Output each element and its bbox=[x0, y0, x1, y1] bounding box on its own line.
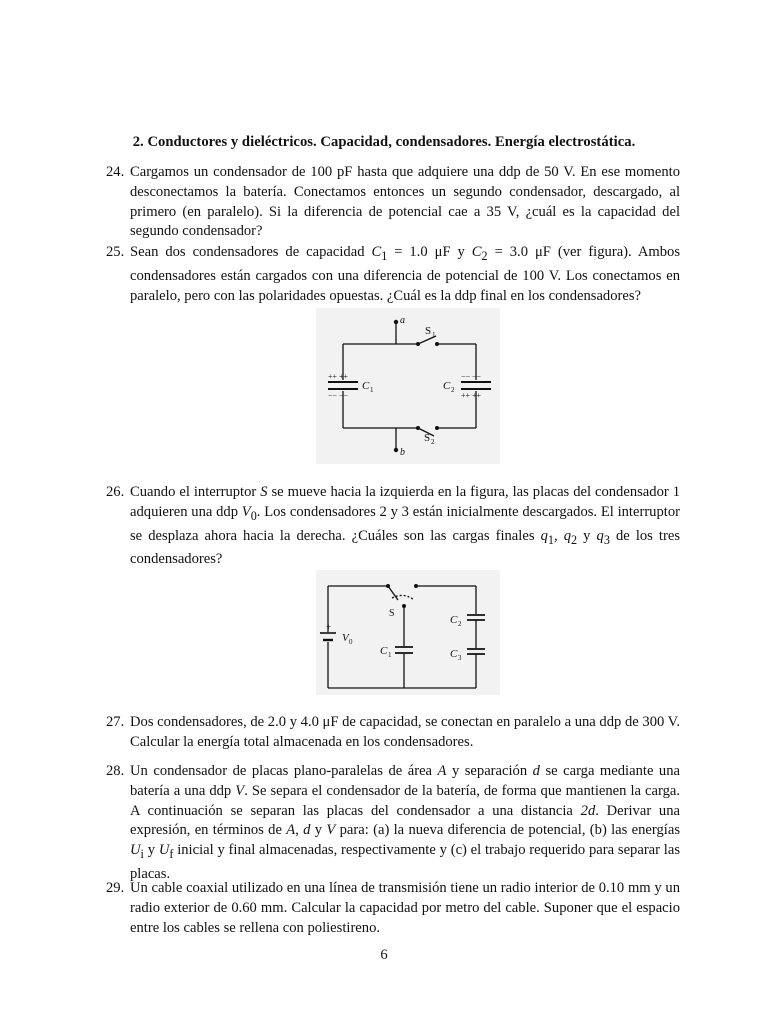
circuit-diagram-1 bbox=[316, 308, 500, 464]
capacitor-c1-label: C bbox=[380, 645, 388, 657]
circuit-diagram-2 bbox=[316, 570, 500, 695]
capacitor-c3-subscript: 3 bbox=[458, 654, 462, 662]
problem-text: Un cable coaxial utilizado en una línea de transmisión tiene un radio interior de 0.10 mm y un radio exterior de 0.60 mm. Calcular la capacidad por metro del cable. Suponer que el espacio entre los cables se rellena con poliestireno. bbox=[130, 880, 680, 936]
problem-text: Un condensador de placas plano-paralelas de área A y separación d se carga mediante una batería a una ddp V. Se separa el condensador de la batería, de forma que mantienen la carga. A continuación se separan las placas del condensador a una distancia 2d. Derivar una expresión, en términos de A, d y V para: (a) la nueva diferencia de potencial, (b) las energías $U_i$ y $U_f$ inicial y final almacenadas, respectivamente y (c) el trabajo requerido para separar las placas. bbox=[130, 763, 681, 882]
capacitor-c2-subscript: 2 bbox=[451, 386, 455, 394]
capacitor-c2-label: C bbox=[443, 380, 451, 392]
problem-25 bbox=[108, 243, 680, 306]
problem-text: Sean dos condensadores de capacidad $C_1 = 1.0$ μF y $C_2 = 3.0$ μF (ver figura). Ambos condensadores están cargados con una diferencia de potencial de 100 V. Los conectamos en paralelo, pero con las polaridades opuestas. ¿Cuál es la ddp final en los condensadores? bbox=[130, 244, 680, 304]
section-title: 2. Conductores y dieléctricos. Capacidad, condensadores. Energía electrostática. bbox=[132, 134, 636, 150]
capacitor-c3-label: C bbox=[450, 648, 458, 660]
terminal-b-label: b bbox=[400, 447, 405, 458]
voltage-v0-label: V bbox=[342, 632, 349, 644]
switch-s1-label: S bbox=[425, 325, 432, 337]
problem-29 bbox=[108, 879, 680, 938]
problem-number: 24. bbox=[106, 164, 125, 180]
problem-number: 27. bbox=[106, 714, 125, 730]
capacitor-c2-subscript: 2 bbox=[458, 620, 462, 628]
capacitor-c1-subscript: 1 bbox=[370, 386, 374, 394]
problem-text: Cuando el interruptor S se mueve hacia la izquierda en la figura, las placas del condensador 1 adquieren una ddp $V_0$. Los condensadores 2 y 3 están inicialmente descargados. El interruptor se desplaza ahora hacia la derecha. ¿Cuáles son las cargas finales $q_1$, $q_2$ y $q_3$ de los tres condensadores? bbox=[130, 484, 681, 568]
problem-24 bbox=[108, 163, 680, 242]
problem-number: 28. bbox=[106, 763, 125, 779]
switch-s2-label: S bbox=[424, 432, 431, 444]
problem-number: 26. bbox=[106, 484, 125, 500]
capacitor-c2-label: C bbox=[450, 614, 458, 626]
problem-text: Cargamos un condensador de 100 pF hasta que adquiere una ddp de 50 V. En ese momento desconectamos la batería. Conectamos entonces un segundo condensador, descargado, al primero (en paralelo). Si la diferencia de potencial cae a 35 V, ¿cuál es la capacidad del segundo condensador? bbox=[130, 164, 680, 240]
capacitor-c1-subscript: 1 bbox=[388, 651, 392, 659]
c2-plus-signs: ++ ++ bbox=[461, 391, 482, 400]
c1-minus-signs: −− −− bbox=[328, 391, 349, 400]
switch-s-label: S bbox=[389, 608, 395, 619]
voltage-v0-subscript: 0 bbox=[349, 638, 353, 646]
problem-26 bbox=[108, 483, 680, 570]
terminal-a-label: a bbox=[400, 315, 405, 326]
problem-27 bbox=[108, 713, 680, 753]
figure-circuit-2 bbox=[316, 570, 500, 695]
problem-number: 29. bbox=[106, 880, 125, 896]
problem-28 bbox=[108, 762, 680, 885]
switch-s1-subscript: 1 bbox=[432, 331, 436, 339]
page-number: 6 bbox=[380, 947, 388, 963]
figure-circuit-1 bbox=[316, 308, 500, 464]
problem-number: 25. bbox=[106, 244, 125, 260]
switch-s2-subscript: 2 bbox=[431, 438, 435, 446]
problem-text: Dos condensadores, de 2.0 y 4.0 μF de capacidad, se conectan en paralelo a una ddp de 300 V. Calcular la energía total almacenada en los condensadores. bbox=[130, 714, 680, 750]
battery-plus-label: + bbox=[326, 622, 332, 632]
c2-minus-signs: −− −− bbox=[461, 372, 482, 381]
capacitor-c1-label: C bbox=[362, 380, 370, 392]
c1-plus-signs: ++ ++ bbox=[328, 372, 349, 381]
